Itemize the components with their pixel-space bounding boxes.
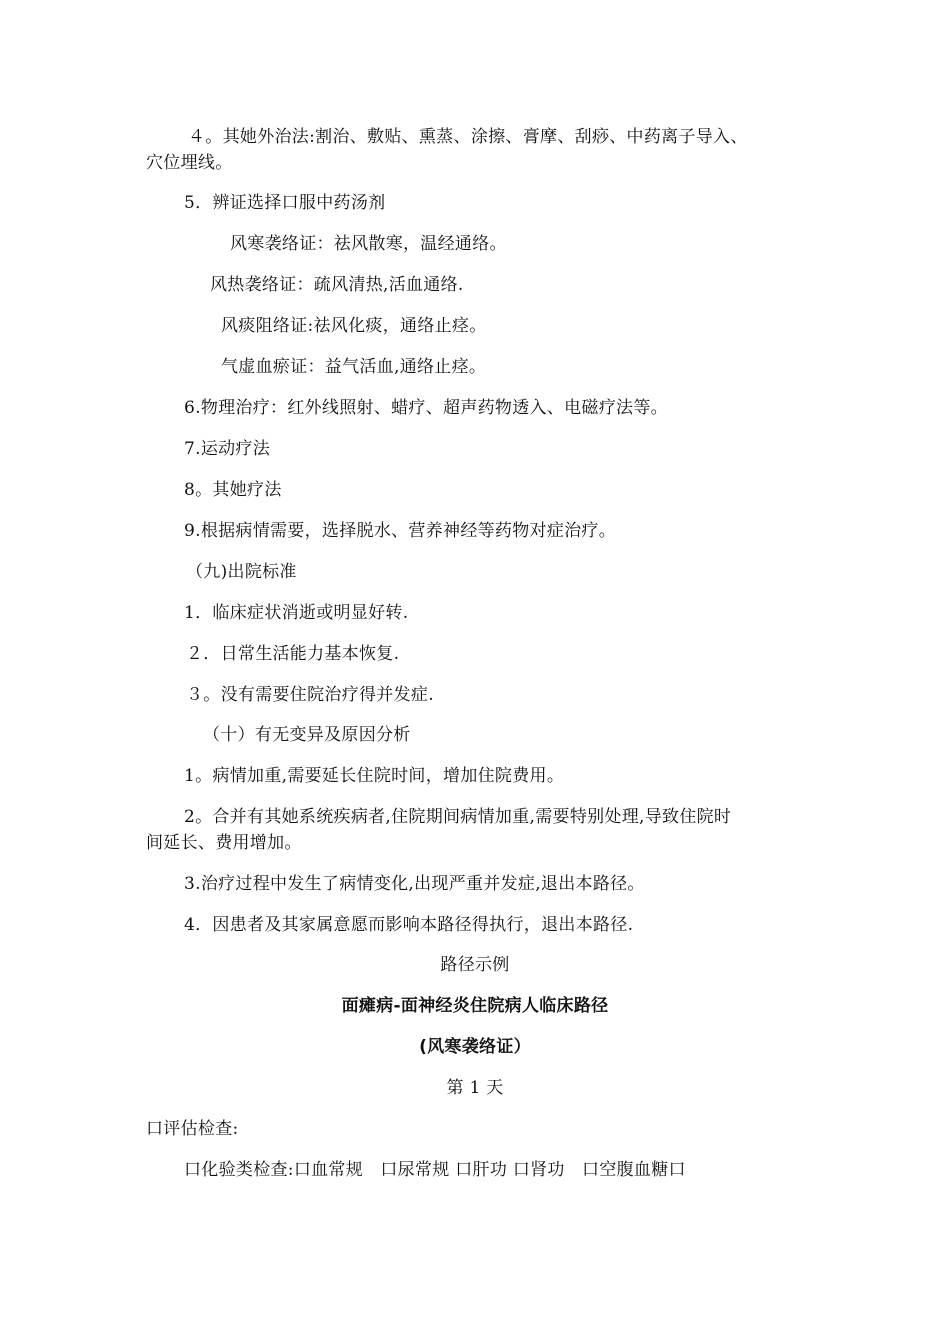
variation-item-3: 3.治疗过程中发生了病情变化,出现严重并发症,退出本路径。: [184, 874, 645, 894]
assessment-checks-label: 口评估检查:: [146, 1119, 239, 1139]
syndrome-wind-cold: 风寒袭络证：祛风散寒，温经通络。: [230, 234, 507, 254]
discharge-item-3: ３。没有需要住院治疗得并发症.: [186, 685, 434, 705]
discharge-item-2: ２．日常生活能力基本恢复.: [186, 644, 400, 664]
item-6-physical-therapy: 6.物理治疗：红外线照射、蜡疗、超声药物透入、电磁疗法等。: [184, 398, 668, 418]
section-discharge-criteria: （九)出院标准: [186, 562, 297, 582]
item-8-other-therapy: 8。其她疗法: [184, 480, 282, 500]
discharge-item-1: 1．临床症状消逝或明显好转.: [184, 603, 409, 623]
item-5-oral-medicine: 5．辨证选择口服中药汤剂: [184, 193, 386, 213]
variation-item-2: 2。合并有其她系统疾病者,住院期间病情加重,需要特别处理,导致住院时: [184, 807, 732, 827]
document-title: 面瘫病-面神经炎住院病人临床路径: [341, 996, 609, 1016]
variation-item-2-continuation: 间延长、费用增加。: [146, 833, 302, 853]
item-9-symptomatic-treatment: 9.根据病情需要，选择脱水、营养神经等药物对症治疗。: [184, 521, 617, 541]
variation-item-1: 1。病情加重,需要延长住院时间，增加住院费用。: [184, 766, 565, 786]
day-label: 第 1 天: [446, 1078, 504, 1098]
item-4-continuation: 穴位埋线。: [146, 153, 233, 173]
example-heading: 路径示例: [440, 955, 510, 975]
section-variation-analysis: （十）有无变异及原因分析: [203, 725, 411, 745]
item-4-external-treatment: ４。其她外治法:割治、敷贴、熏蒸、涂擦、膏摩、刮痧、中药离子导入、: [188, 127, 748, 147]
document-subtitle: (风寒袭络证）: [419, 1037, 531, 1057]
item-7-exercise-therapy: 7.运动疗法: [184, 439, 271, 459]
syndrome-wind-heat: 风热袭络证：疏风清热,活血通络.: [210, 275, 464, 295]
lab-tests-line: 口化验类检查:口血常规 口尿常规 口肝功 口肾功 口空腹血糖口: [184, 1160, 686, 1180]
variation-item-4: 4．因患者及其家属意愿而影响本路径得执行，退出本路径.: [184, 915, 634, 935]
syndrome-qi-deficiency: 气虚血瘀证：益气活血,通络止痉。: [221, 357, 487, 377]
syndrome-wind-phlegm: 风痰阻络证:祛风化痰，通络止痉。: [221, 316, 487, 336]
